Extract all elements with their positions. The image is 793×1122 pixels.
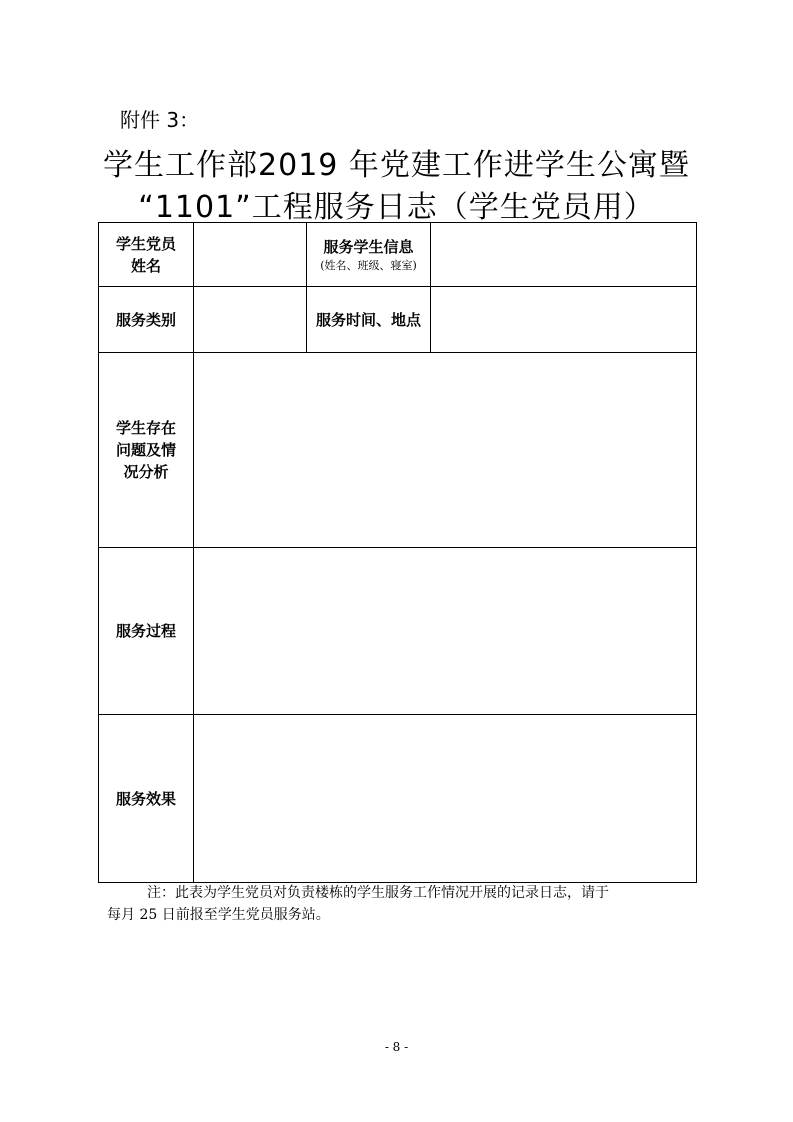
form-row-effect [99,715,697,883]
page-title-line2: “1101”工程服务日志（学生党员用） [138,190,655,225]
service-time-place-field[interactable] [431,287,697,353]
service-time-place-label: 服务时间、地点 [307,287,431,353]
footnote-line2: 每月 25 日前报至学生党员服务站。 [107,907,330,923]
attachment-label: 附件 3： [120,108,200,132]
service-type-field[interactable] [194,287,307,353]
problem-analysis-label-line2: 问题及情 [115,441,176,459]
member-name-field[interactable] [194,223,307,287]
page-title-line1: 学生工作部2019 年党建工作进学生公寓暨 [103,148,690,183]
problem-analysis-label-line1: 学生存在 [115,419,176,437]
problem-analysis-field[interactable] [194,353,697,548]
student-info-field[interactable] [431,223,697,287]
service-process-field[interactable] [194,548,697,715]
footnote-line1: 注：此表为学生党员对负责楼栋的学生服务工作情况开展的记录日志，请于 [147,885,609,901]
form-row-identity [99,223,697,287]
member-name-label [99,223,194,287]
service-type-label: 服务类别 [99,287,194,353]
service-log-form [98,222,697,883]
member-name-label-line2: 姓名 [130,256,161,275]
form-row-problem [99,353,697,548]
form-row-process [99,548,697,715]
student-info-label: 服务学生信息 [323,237,414,256]
member-name-label-line1: 学生党员 [115,234,176,253]
service-effect-field[interactable] [194,715,697,883]
service-effect-label: 服务效果 [99,715,194,883]
student-info-label-cell [307,223,431,287]
problem-analysis-label [99,353,194,548]
problem-analysis-label-line3: 况分析 [123,463,169,481]
student-info-hint: (姓名、班级、寝室) [320,258,417,272]
page-number: - 8 - [384,1040,409,1054]
form-row-service [99,287,697,353]
service-process-label: 服务过程 [99,548,194,715]
